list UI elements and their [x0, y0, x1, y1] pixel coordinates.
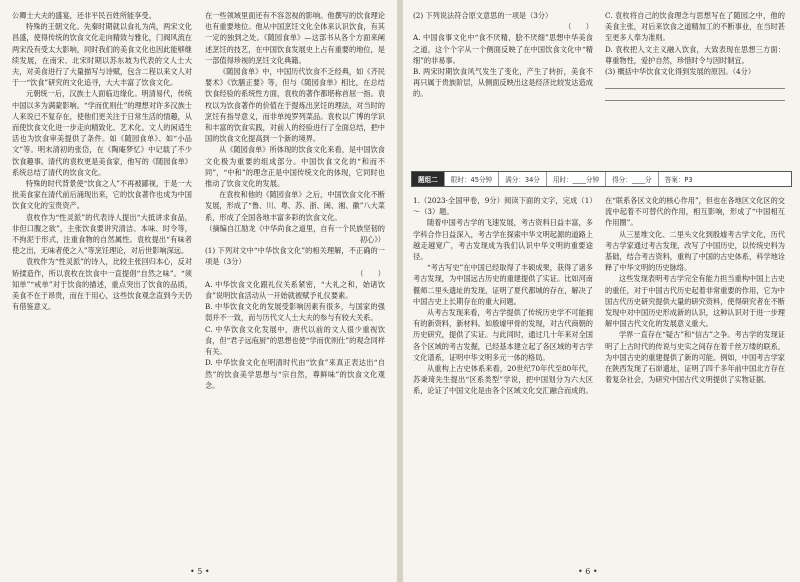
- option-c: C. 中华饮食文化发展中，唐代以前的文人很少重视饮食，但“君子远庖厨”的思想也使“学而优则仕”的观念同样有关。: [205, 324, 386, 357]
- paragraph: 学界一直存在“疑古”和“信古”之争。考古学的发现证明了上古时代的传说与史实之间存在着千丝万缕的联系，为中国古史的重建提供了新的可能。例如，中国考古学家在陕西发现了石峁遗址，证明了四千多年前中国北方存在着复杂社会，为研究中国古代文明提供了实物证据。: [605, 330, 785, 385]
- paragraph: 特殊的时代背景使“饮食之人”不再被鄙视，于是一大批美食家在清代前后涌现出来，它的饮食著作也成为中国饮食文化的宝贵资产。: [12, 179, 192, 211]
- question-3: (3) 概括中华饮食文化得到发展的原因。（4分）: [605, 67, 756, 77]
- score-got: 得分：____分: [605, 172, 658, 186]
- full-score: 满分：34分: [498, 172, 546, 186]
- paragraph: 元朝统一后，汉族士人面临边缘化。明清易代，传统中国以多为满蒙影响。“学而优则仕”的理想对许多汉族士人来说已不复存在，使他们更关注于日常生活的情趣，从而使饮食文化进一步走向精致化、艺术化。文人的闲适生活也为饮食审美提供了条件。如《随园食单》、如“小品文”等。明末清初的张岱，在《陶庵梦忆》中记载了不少饮食趣事。清代的袁枚更是美食家，他写的《随园食单》系统总结了清代的饮食文化。: [12, 89, 192, 177]
- paragraph: “考古写史”在中国已经取得了丰硕成果，获得了诸多考古发现，为中国远古历史的重建提供了实证。比如河南偃师二里头遗址的发现，证明了夏代都城的存在，解决了中国古史上长期存在的重大问题。: [413, 263, 593, 306]
- paragraph: 在一些领域里面还有不容忽视的影响。他撰写的饮食理论也有重要地位。他从中国烹饪文化全体来认识饮食，有其一定的独到之处。《随园食单》—这部书从各个方面来阐述烹饪的技艺，在中国饮食发展史上占有重要的地位，是一部值得珍视的烹饪文化典籍。: [205, 11, 385, 65]
- answer-line[interactable]: [605, 90, 785, 101]
- option-d: D. 袁枚把人文主义融入饮食，大致表现在思想三方面：尊重物性，爱护自然，珍惜时令与因时制宜。: [605, 44, 785, 65]
- time-limit: 限时：45分钟: [444, 172, 498, 186]
- paragraph: 公卿士大夫的盛宴，还非平民百姓所能享受。: [12, 11, 156, 20]
- paragraph: 随着中国考古学的飞速发展，考古资料日益丰富，多学科合作日益深入，考古学在探索中华文明起源的道路上越走越宽广，考古发现成为我们认识中华文明的重要途径。: [413, 218, 593, 262]
- option-a: A. 中国食事文化中“食不厌精，脍不厌细”思想中华美食之道，这个个字从一个侧面反映了在中国饮食文化中“精细”的非易事。: [413, 33, 593, 65]
- left-page: [0, 0, 397, 582]
- paragraph: 从三星堆文化、二里头文化到殷墟考古学文化，历代考古学家通过考古发现，改写了中国历史，以传统史料为基础，结合考古资料，重构了中国的古史体系，科学地诠释了中华文明的历史脉络。: [605, 229, 785, 273]
- option-b: B. 中华饮食文化的发展受影响因素有很多，与国家的强弱并不一致，而与历代文人士大夫的参与有较大关系。: [205, 302, 385, 323]
- paragraph: 从重构上古史体系来看，20世纪70年代至80年代，苏秉琦先生提出“区系类型”学说，把中国划分为六大区系，论证了中国文化是由各个区域文化交汇融合而成的。: [413, 364, 593, 396]
- right-page-upper-column-2: [605, 10, 785, 102]
- option-c: C. 袁枚将自己的饮食理念与思想写在了随园之中，他的美食主张，对后来饮食之道精加工的不断事业，在当时甚至更多人奉为准则。: [605, 11, 785, 43]
- right-page-lower-column-1: [413, 195, 593, 397]
- page-number: • 6 •: [578, 567, 598, 576]
- right-page-upper-column-1: [413, 10, 593, 100]
- paragraph: 《随园食单》中，中国历代饮食不乏经典，如《齐民要术》《饮膳正要》等，但与《随园食单》相比，在总结饮食经验的系统性方面，袁枚的著作都堪称首屈一指。袁枚以为饮食著作的价值在于提炼出烹饪的理法，对当时的烹饪有指导意义，而非单纯罗列菜品。袁枚以广博的学识和丰富的饮食实践，对前人的经验进行了全面总结，把中国的饮食文化提高到一个新的境界。: [205, 67, 385, 144]
- reading-prompt: 1.（2023·全国甲卷，9分）阅读下面的文字，完成（1）～（3）题。: [413, 196, 593, 217]
- question-1: (1) 下列对文中“中华饮食文化”的相关理解，不正确的一项是（3分）: [205, 246, 385, 267]
- exercise-info-bar: [411, 171, 792, 187]
- option-d: D. 中华饮食文化在明清时代由“饮食”来真正表达出“自然”的饮食美学思想与“宗自然，尊鲜味”的饮食文化观念。: [205, 358, 385, 390]
- paragraph: 这些发现表明考古学完全有能力担当重构中国上古史的重任，对于中国古代历史起着非常重要的作用，它为中国古代历史研究提供大量的研究资料，使得研究者在不断发现中对中国历史形成新的认识，这种认识对于进一步理解中国古代文化的发展意义重大。: [605, 274, 785, 329]
- left-page-column-2: [205, 10, 385, 391]
- group-tag: 题组二: [412, 172, 444, 186]
- paragraph: 袁枚作为“性灵派”的代表诗人提出“大抵讲求食品，非但口腹之欲”，主张饮食要讲究清洁、本味、时令等，不拘泥于形式，注重食物的自然属性。袁枚提出“有味者使之出，无味者使之入”等烹饪理论，对后世影响深远。: [12, 212, 192, 256]
- paragraph: 从《随园食单》所体现的饮食文化来看，是中国饮食文化极为重要的组成部分。中国饮食文化的“和而不同”，“中和”的理念正是中国传统文化的体现，它同时也推动了饮食文化的发展。: [205, 145, 385, 189]
- page-number: • 5 •: [190, 567, 210, 576]
- answer-line[interactable]: [605, 78, 785, 89]
- paragraph: 在袁枚和他的《随园食单》之后，中国饮食文化不断发展，形成了“鲁、川、粤、苏、浙、闽、湘、徽”八大菜系，形成了全国各地丰富多彩的饮食文化。: [205, 190, 385, 222]
- right-page-lower-column-2: [605, 195, 785, 385]
- paragraph: 在“联系各区文化的核心作用”，但也在各地区文化区的交流中起着不可替代的作用，相互影响，形成了“中国相互作用圈”。: [605, 196, 785, 228]
- paragraph: 袁枚作为“性灵派”的诗人，比较主张回归本心，反对矫揉造作，所以袁枚在饮食中一直提倡“自然之味”。“须知单”“戒单”对于饮食的描述，重点突出了饮食的品质，美食不在于昂贵，而在于用心，这些饮食观念直到今天仍有借鉴意义。: [12, 257, 192, 312]
- answer-paren: （ ）: [356, 268, 385, 278]
- left-page-column-1: [12, 10, 192, 312]
- time-used: 用时：____分钟: [546, 172, 605, 186]
- paragraph: 特殊的王朝文化。先秦时期就以食礼为尚，两宋文化昌盛，使得传统的饮食文化走向精致与雅化，门阀风流在两宋没有受太大影响，同时我们的美食文化也因此能够继续发展，在南宋、北宋时期以苏东坡为代表的文人士大夫，对美食进行了大量描写与诗赋，包含二程以来文人对于一“饮食”研究的文化追寻，大大丰富了饮食文化。: [12, 22, 192, 88]
- question-2: (2) 下列说法符合原文意思的一项是（3分）: [413, 11, 553, 20]
- answer-paren: （ ）: [564, 22, 593, 32]
- right-page: [403, 0, 800, 582]
- option-b: B. 两宋时期饮食风气发生了变化，产生了转折，美食不再只属于贵族阶层，从侧面反映出这是经济比较发达造成的。: [413, 67, 593, 99]
- option-a: A. 中华饮食文化跟礼仪关系紧密，“大礼之和，始诸饮食”说明饮食活动从一开始就被赋予礼仪要素。: [205, 279, 385, 301]
- answer-ref: 答案：P3: [658, 172, 699, 186]
- paragraph: 从考古发现来看，考古学提供了传统历史学不可能拥有的新资料，新材料。如殷墟甲骨的发现，对古代商朝的历史研究，提供了实证。与此同时，通过几十年来对全国各个区域的考古发掘，已经基本建立起了各区域的考古学文化谱系，证明中华文明多元一体的格局。: [413, 308, 593, 362]
- source-citation: （摘编自江励龙《中华尚食之道里，自有一个民族坚韧的初心》）: [205, 223, 385, 245]
